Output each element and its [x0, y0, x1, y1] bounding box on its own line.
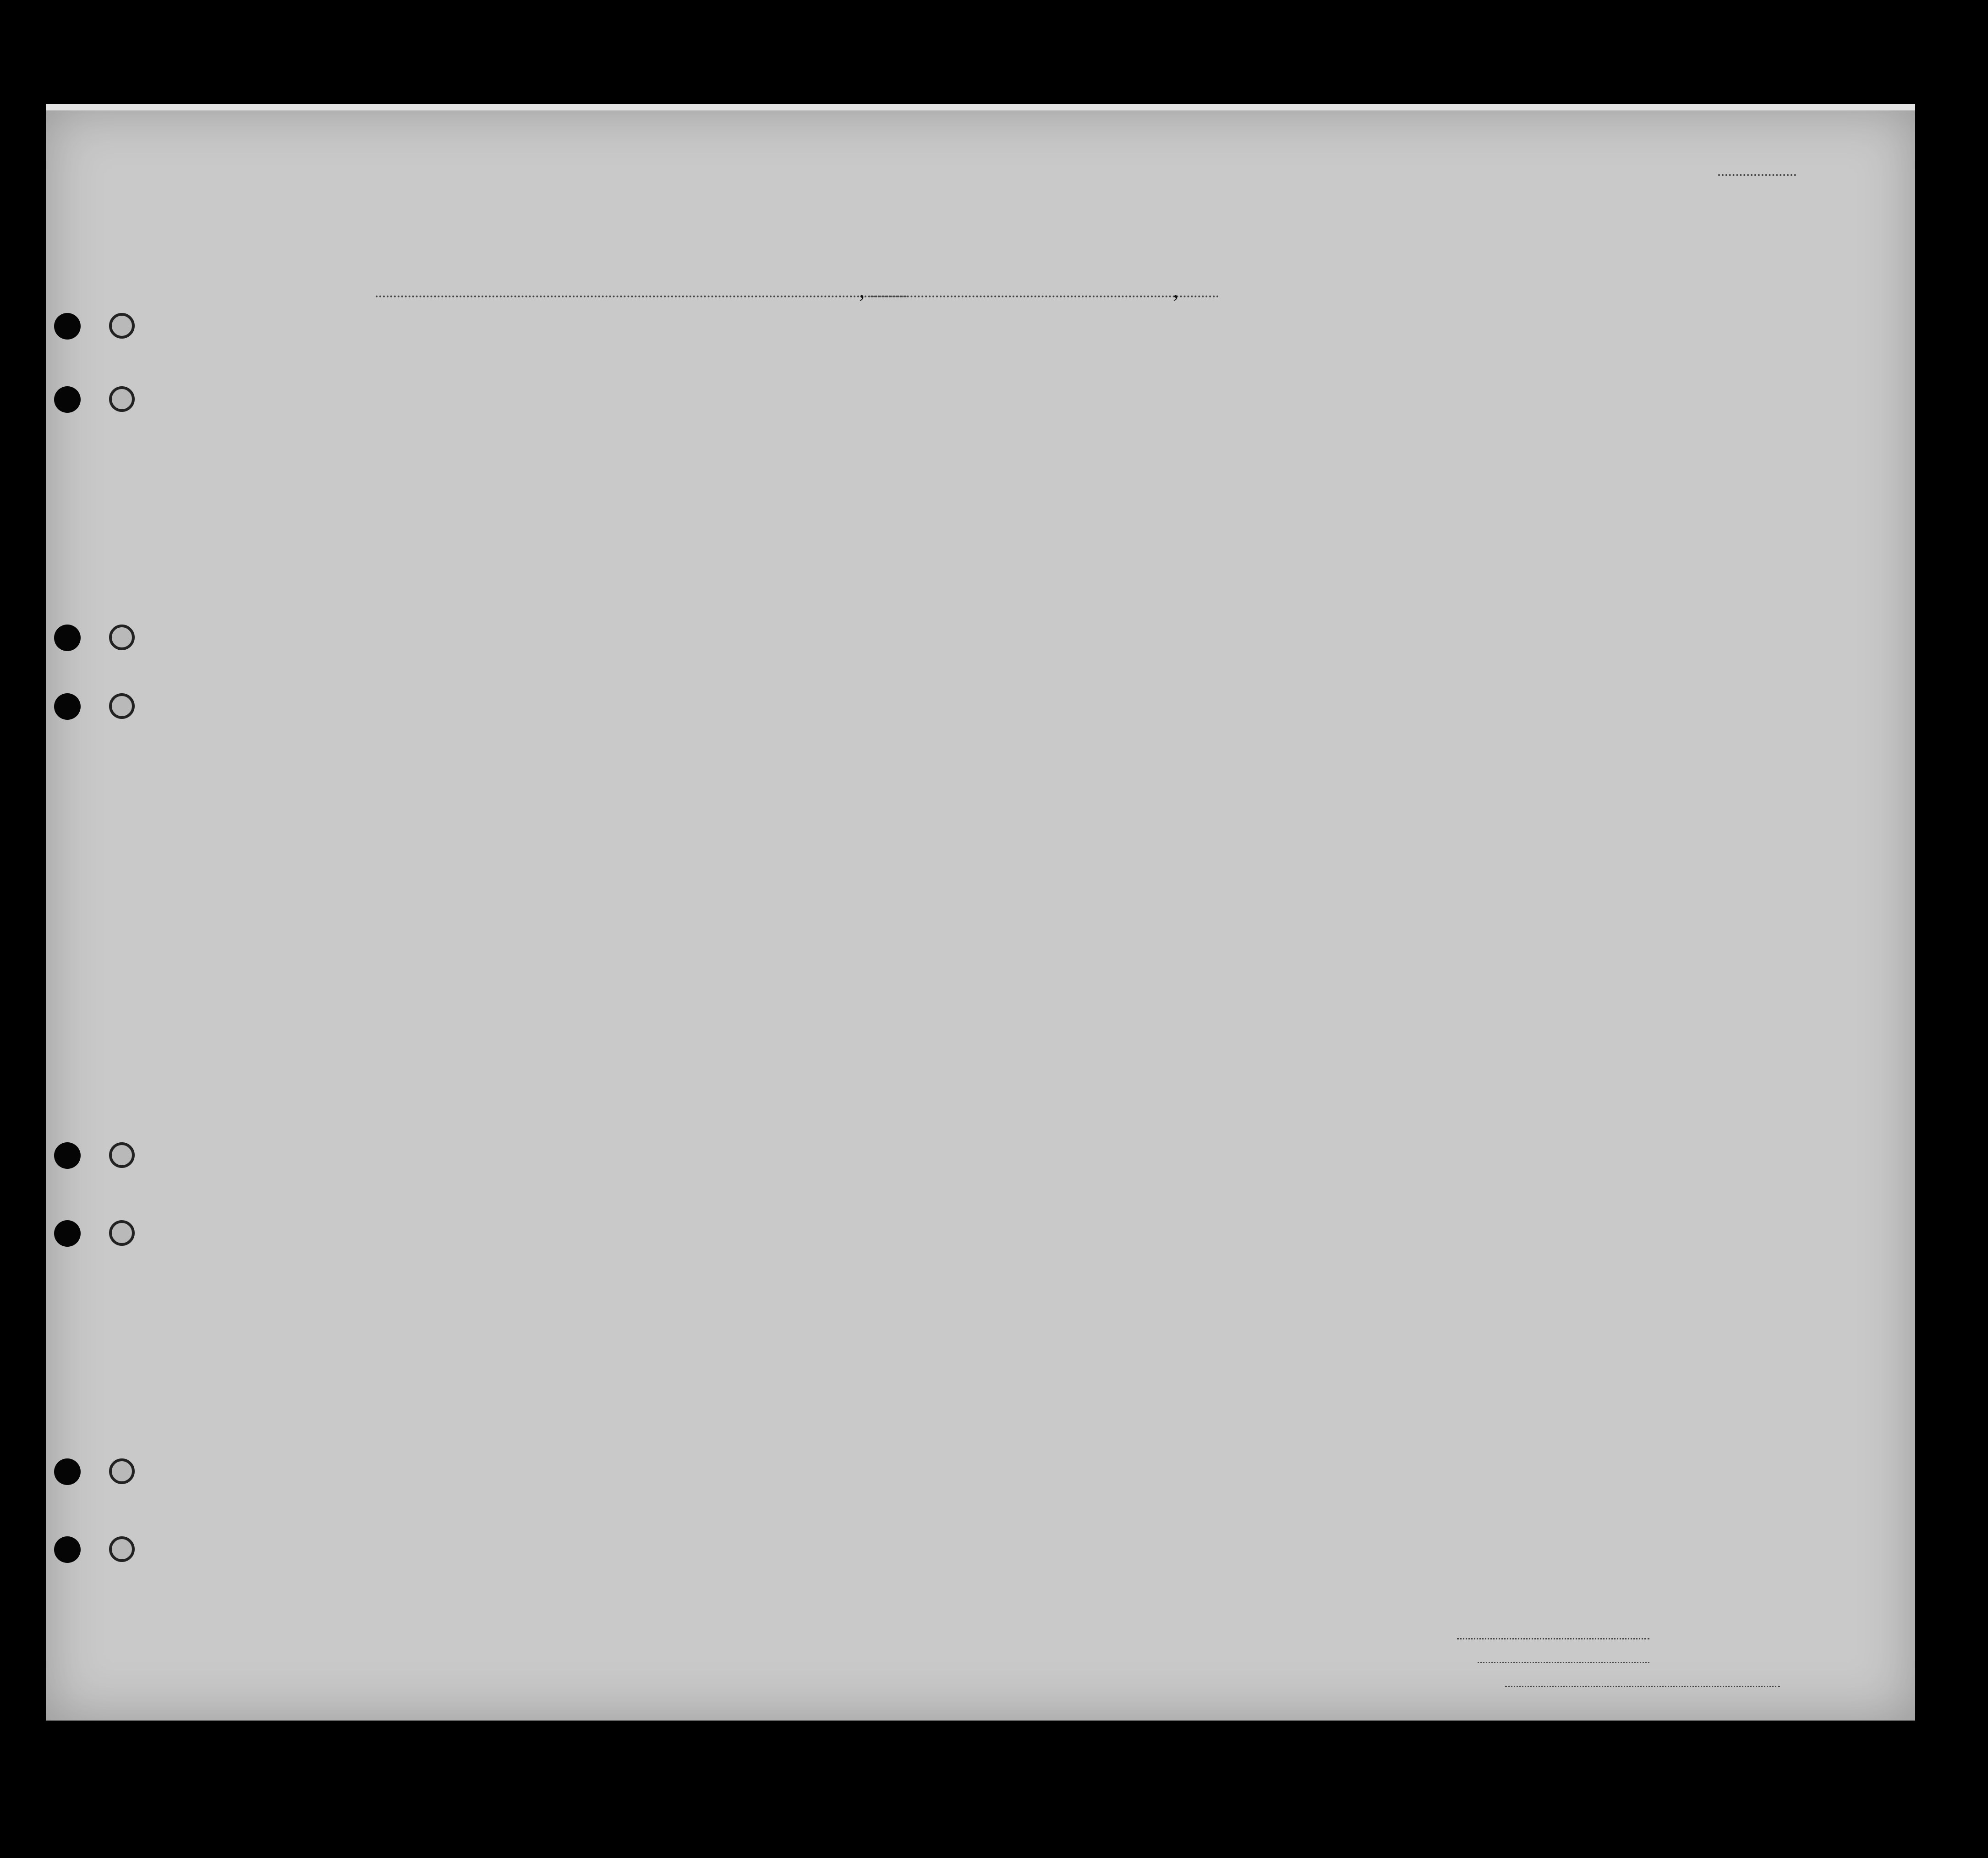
binder-hole-ring	[109, 1142, 135, 1168]
binder-hole-ring	[109, 693, 135, 719]
binder-hole	[54, 1536, 81, 1563]
binder-hole	[54, 693, 81, 720]
binder-hole-ring	[109, 625, 135, 650]
binder-hole	[54, 1458, 81, 1485]
binder-hole-ring	[109, 1458, 135, 1484]
comma-1: ,	[859, 277, 865, 302]
footer-line-dots	[1457, 1638, 1649, 1639]
binder-hole	[54, 1142, 81, 1169]
binder-hole-ring	[109, 1220, 135, 1246]
footer-agents-dots	[1505, 1686, 1780, 1687]
comma-2: ,	[1173, 277, 1179, 302]
binder-hole	[54, 313, 81, 340]
binder-hole	[54, 625, 81, 651]
binder-hole-ring	[109, 1536, 135, 1562]
binder-hole-ring	[109, 386, 135, 412]
manifest-sheet	[46, 108, 1915, 1721]
binder-hole-ring	[109, 313, 135, 339]
table-grid	[46, 108, 1915, 1721]
binder-hole	[54, 1220, 81, 1247]
footer-owners-dots	[1478, 1662, 1649, 1663]
binder-hole	[54, 386, 81, 413]
